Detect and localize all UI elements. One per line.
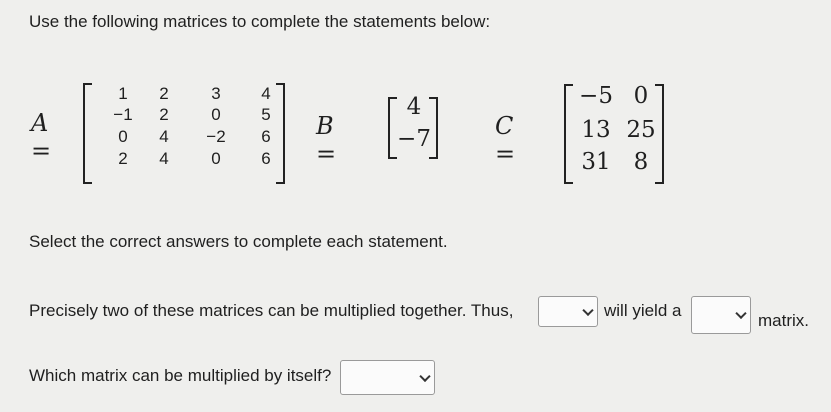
statement1-part1: Precisely two of these matrices can be multiplied together. Thus, [29,301,514,320]
self-multiply-dropdown[interactable] [340,360,435,395]
matrix-a-entry: 2 [159,84,169,103]
matrix-c-entry: 8 [633,149,649,175]
matrix-a-entry: 2 [118,149,128,168]
matrix-b-entry: −7 [397,126,431,152]
matrix-a-entry: 0 [211,105,221,124]
statement1-part3: matrix. [758,311,809,330]
matrix-a-entry: 6 [261,149,271,168]
statement1-part2: will yield a [604,301,682,320]
matrix-c-label: C = [495,112,516,168]
matrix-c-entry: 25 [626,117,656,143]
dimension-dropdown[interactable] [691,296,751,334]
matrix-a-entry: 5 [261,105,271,124]
matrix-a-entry: 0 [211,149,221,168]
instruction-text: Use the following matrices to complete the statements below: [29,12,491,31]
matrix-b-entry: 4 [406,94,422,120]
matrix-a-entry: −2 [206,127,226,146]
matrix-c-entry: 13 [581,117,611,143]
matrix-a-label: A = [31,109,52,165]
matrix-a-entry: 6 [261,127,271,146]
chevron-down-icon [735,308,746,319]
matrix-a-entry: 4 [261,84,271,103]
matrix-a-entry: 1 [118,84,128,103]
product-dropdown[interactable] [538,296,598,327]
chevron-down-icon [582,304,593,315]
matrix-b-label: B = [316,112,337,168]
section-heading: Select the correct answers to complete each statement. [29,232,448,251]
statement2-question: Which matrix can be multiplied by itself? [29,366,332,385]
matrix-c-entry: −5 [579,83,613,109]
matrix-a-left-bracket [83,83,92,184]
matrix-a-entry: 4 [159,127,169,146]
matrix-a-entry: 0 [118,127,128,146]
matrix-c-entry: 0 [633,83,649,109]
matrix-a-entry: 3 [211,84,221,103]
matrix-c-entry: 31 [581,149,611,175]
matrix-a-entry: 2 [159,105,169,124]
matrix-a-entry: −1 [113,105,133,124]
chevron-down-icon [419,370,430,381]
matrix-a-entry: 4 [159,149,169,168]
